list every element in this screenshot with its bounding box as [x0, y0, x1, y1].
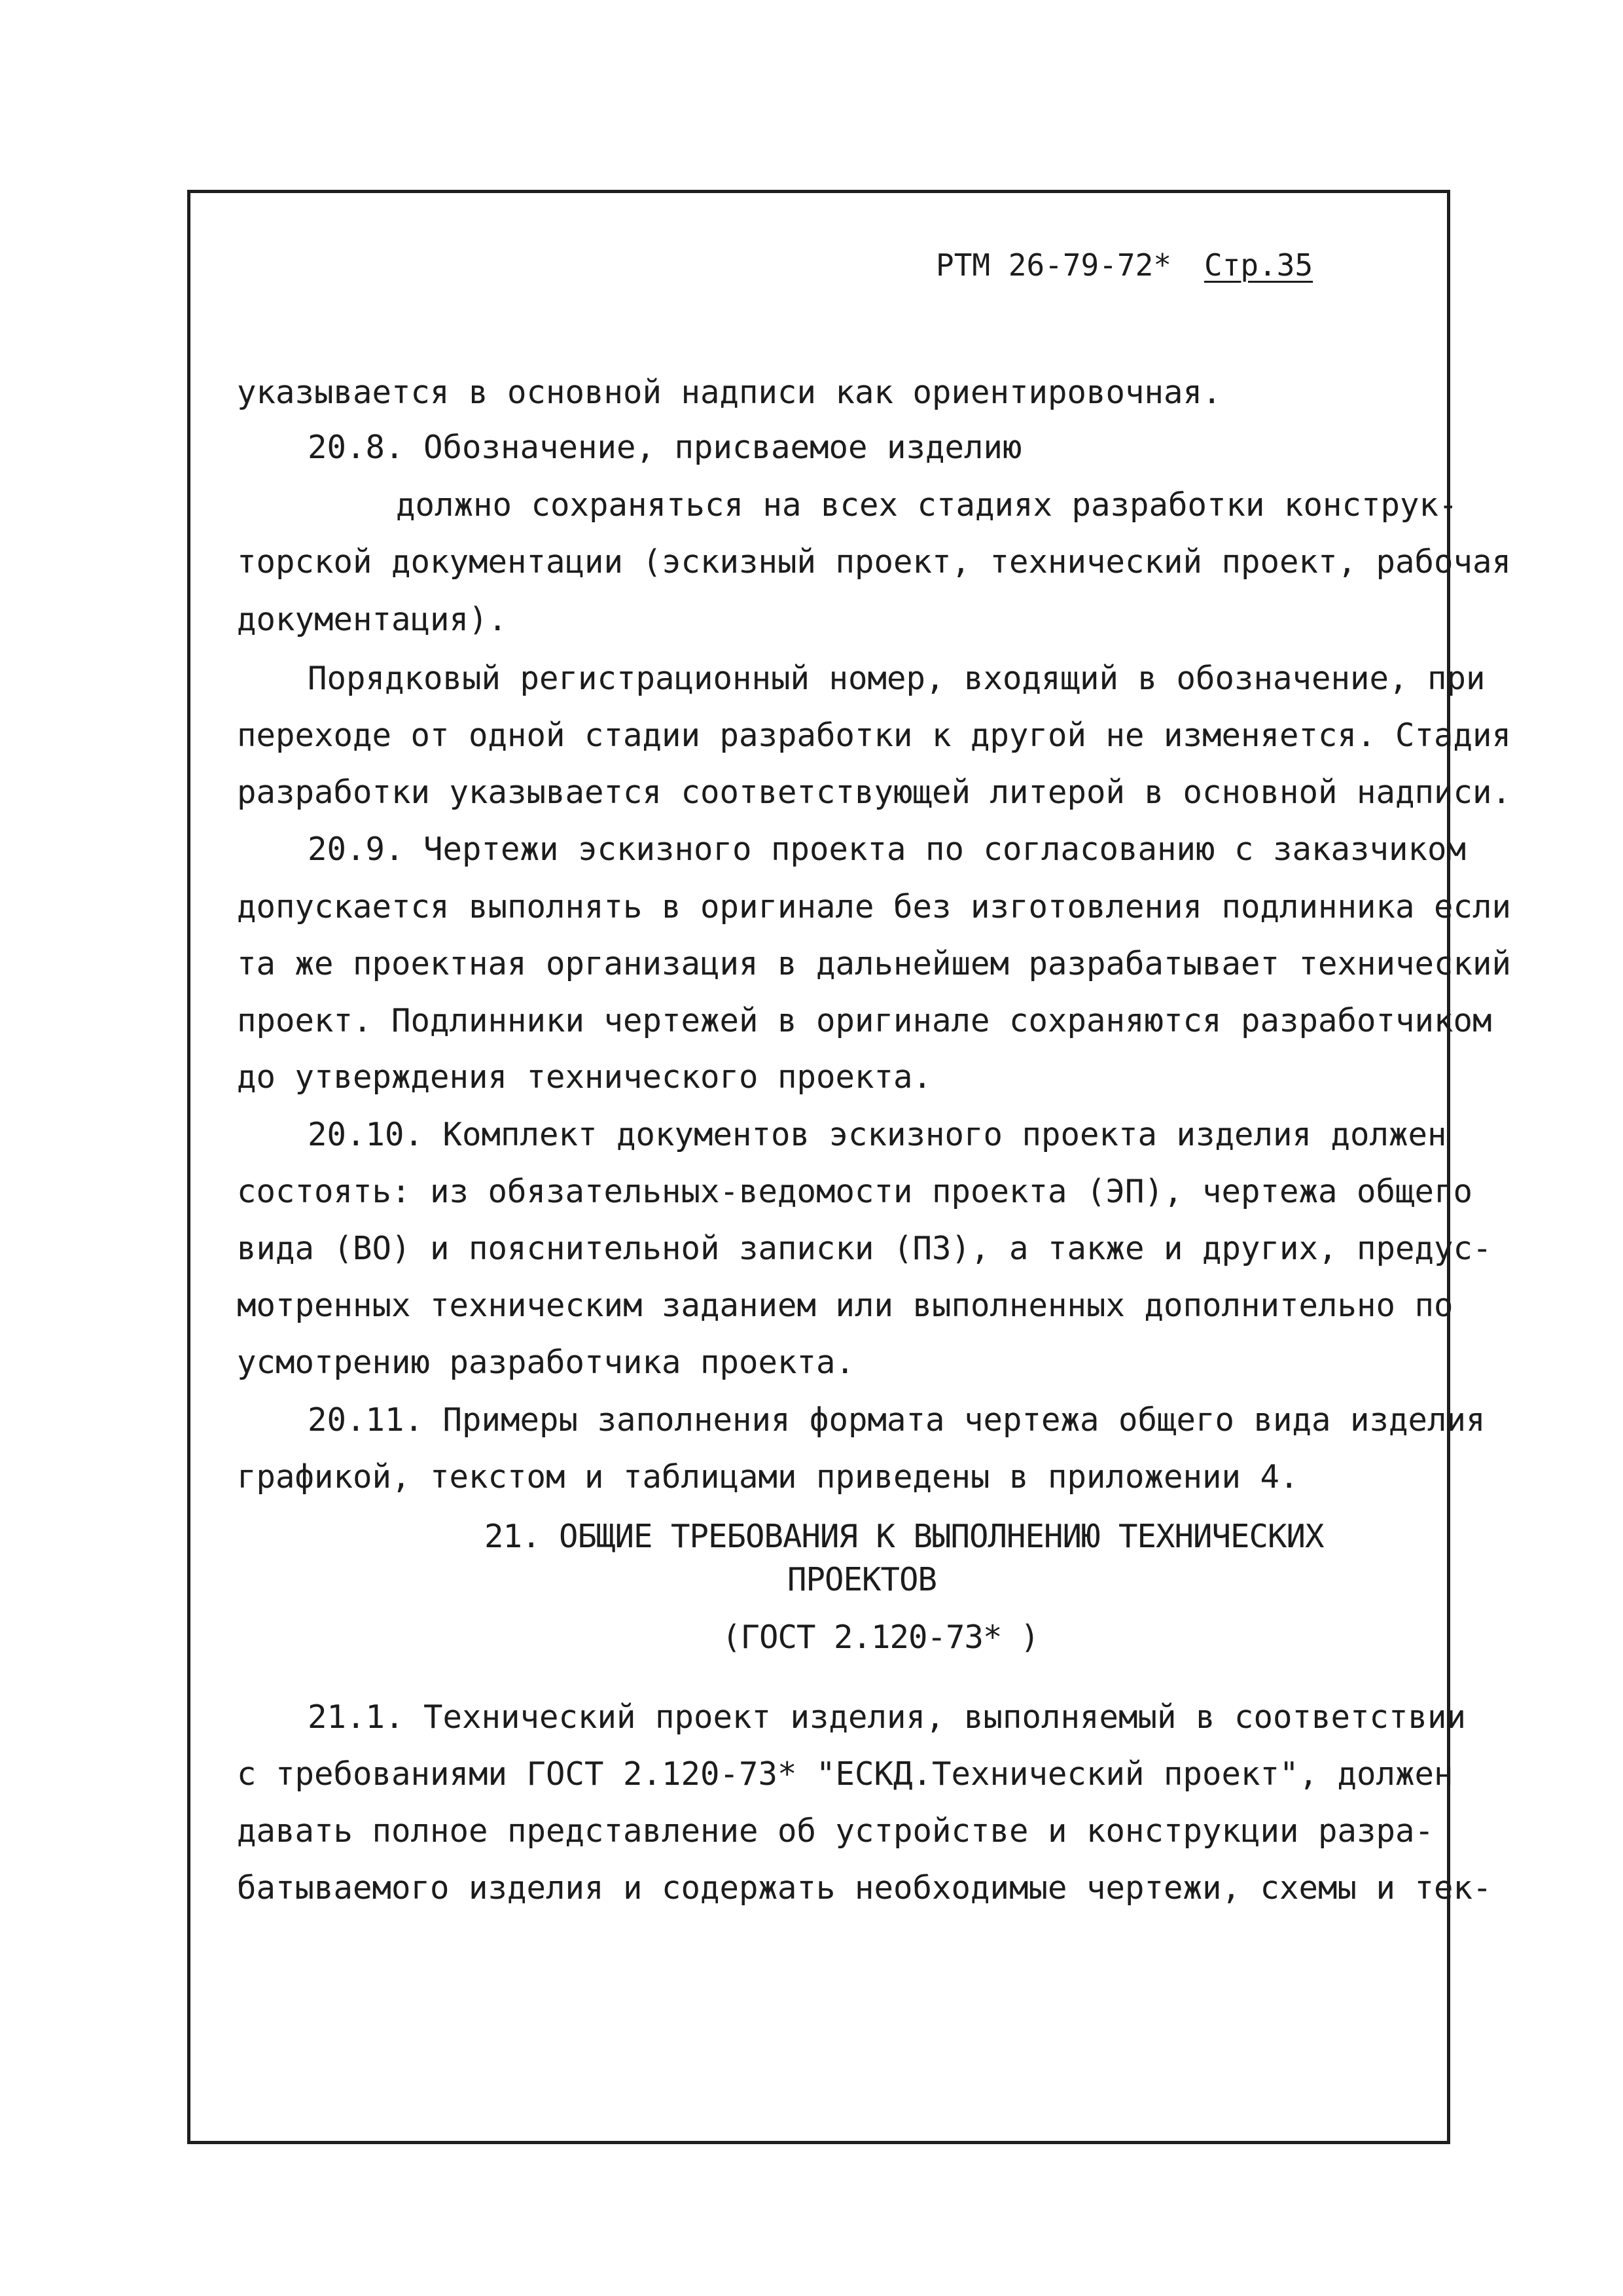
text-line: проект. Подлинники чертежей в оригинале сохраняются разработчиком	[237, 1002, 1492, 1039]
section-heading: 21. ОБЩИЕ ТРЕБОВАНИЯ К ВЫПОЛНЕНИЮ ТЕХНИЧЕСКИХ	[484, 1518, 1324, 1555]
document-code: РТМ 26-79-72*	[936, 247, 1172, 283]
section-heading: ПРОЕКТОВ	[787, 1561, 937, 1598]
page-header	[936, 247, 1313, 283]
text-line: документация).	[237, 601, 508, 638]
text-line: 21.1. Технический проект изделия, выполняемый в соответствии	[308, 1698, 1467, 1736]
page-number: Стр.35	[1204, 247, 1313, 283]
text-line: состоять: из обязательных-ведомости проекта (ЭП), чертежа общего	[237, 1173, 1473, 1210]
text-line: вида (ВО) и пояснительной записки (ПЗ), а также и других, предус-	[237, 1230, 1492, 1267]
text-line: давать полное представление об устройстве и конструкции разра-	[237, 1812, 1435, 1850]
text-line: с требованиями ГОСТ 2.120-73* "ЕСКД.Технический проект", должен	[237, 1755, 1454, 1793]
text-line: 20.8. Обозначение, присваемое изделию	[308, 429, 1022, 466]
text-line: мотренных техническим заданием или выполненных дополнительно по	[237, 1287, 1454, 1324]
text-line: допускается выполнять в оригинале без изготовления подлинника если	[237, 888, 1512, 925]
text-line: указывается в основной надписи как ориентировочная.	[237, 374, 1222, 411]
text-line: переходе от одной стадии разработки к другой не изменяется. Стадия	[237, 717, 1512, 754]
text-line: 20.11. Примеры заполнения формата чертежа общего вида изделия	[308, 1401, 1486, 1439]
text-line: Порядковый регистрационный номер, входящий в обозначение, при	[308, 660, 1486, 697]
text-line: та же проектная организация в дальнейшем разрабатывает технический	[237, 945, 1512, 982]
text-line: должно сохраняться на всех стадиях разработки конструк-	[396, 486, 1458, 524]
text-line: разработки указывается соответствующей литерой в основной надписи.	[237, 774, 1512, 811]
page-frame	[187, 190, 1450, 2144]
text-line: 20.10. Комплект документов эскизного проекта изделия должен	[308, 1116, 1447, 1153]
section-heading: (ГОСТ 2.120-73* )	[722, 1619, 1039, 1656]
text-line: 20.9. Чертежи эскизного проекта по согласованию с заказчиком	[308, 831, 1467, 868]
text-line: торской документации (эскизный проект, технический проект, рабочая	[237, 543, 1512, 581]
text-line: усмотрению разработчика проекта.	[237, 1344, 855, 1381]
text-line: графикой, текстом и таблицами приведены в приложении 4.	[237, 1458, 1299, 1496]
text-line: до утверждения технического проекта.	[237, 1058, 933, 1096]
text-line: батываемого изделия и содержать необходимые чертежи, схемы и тек-	[237, 1869, 1492, 1907]
